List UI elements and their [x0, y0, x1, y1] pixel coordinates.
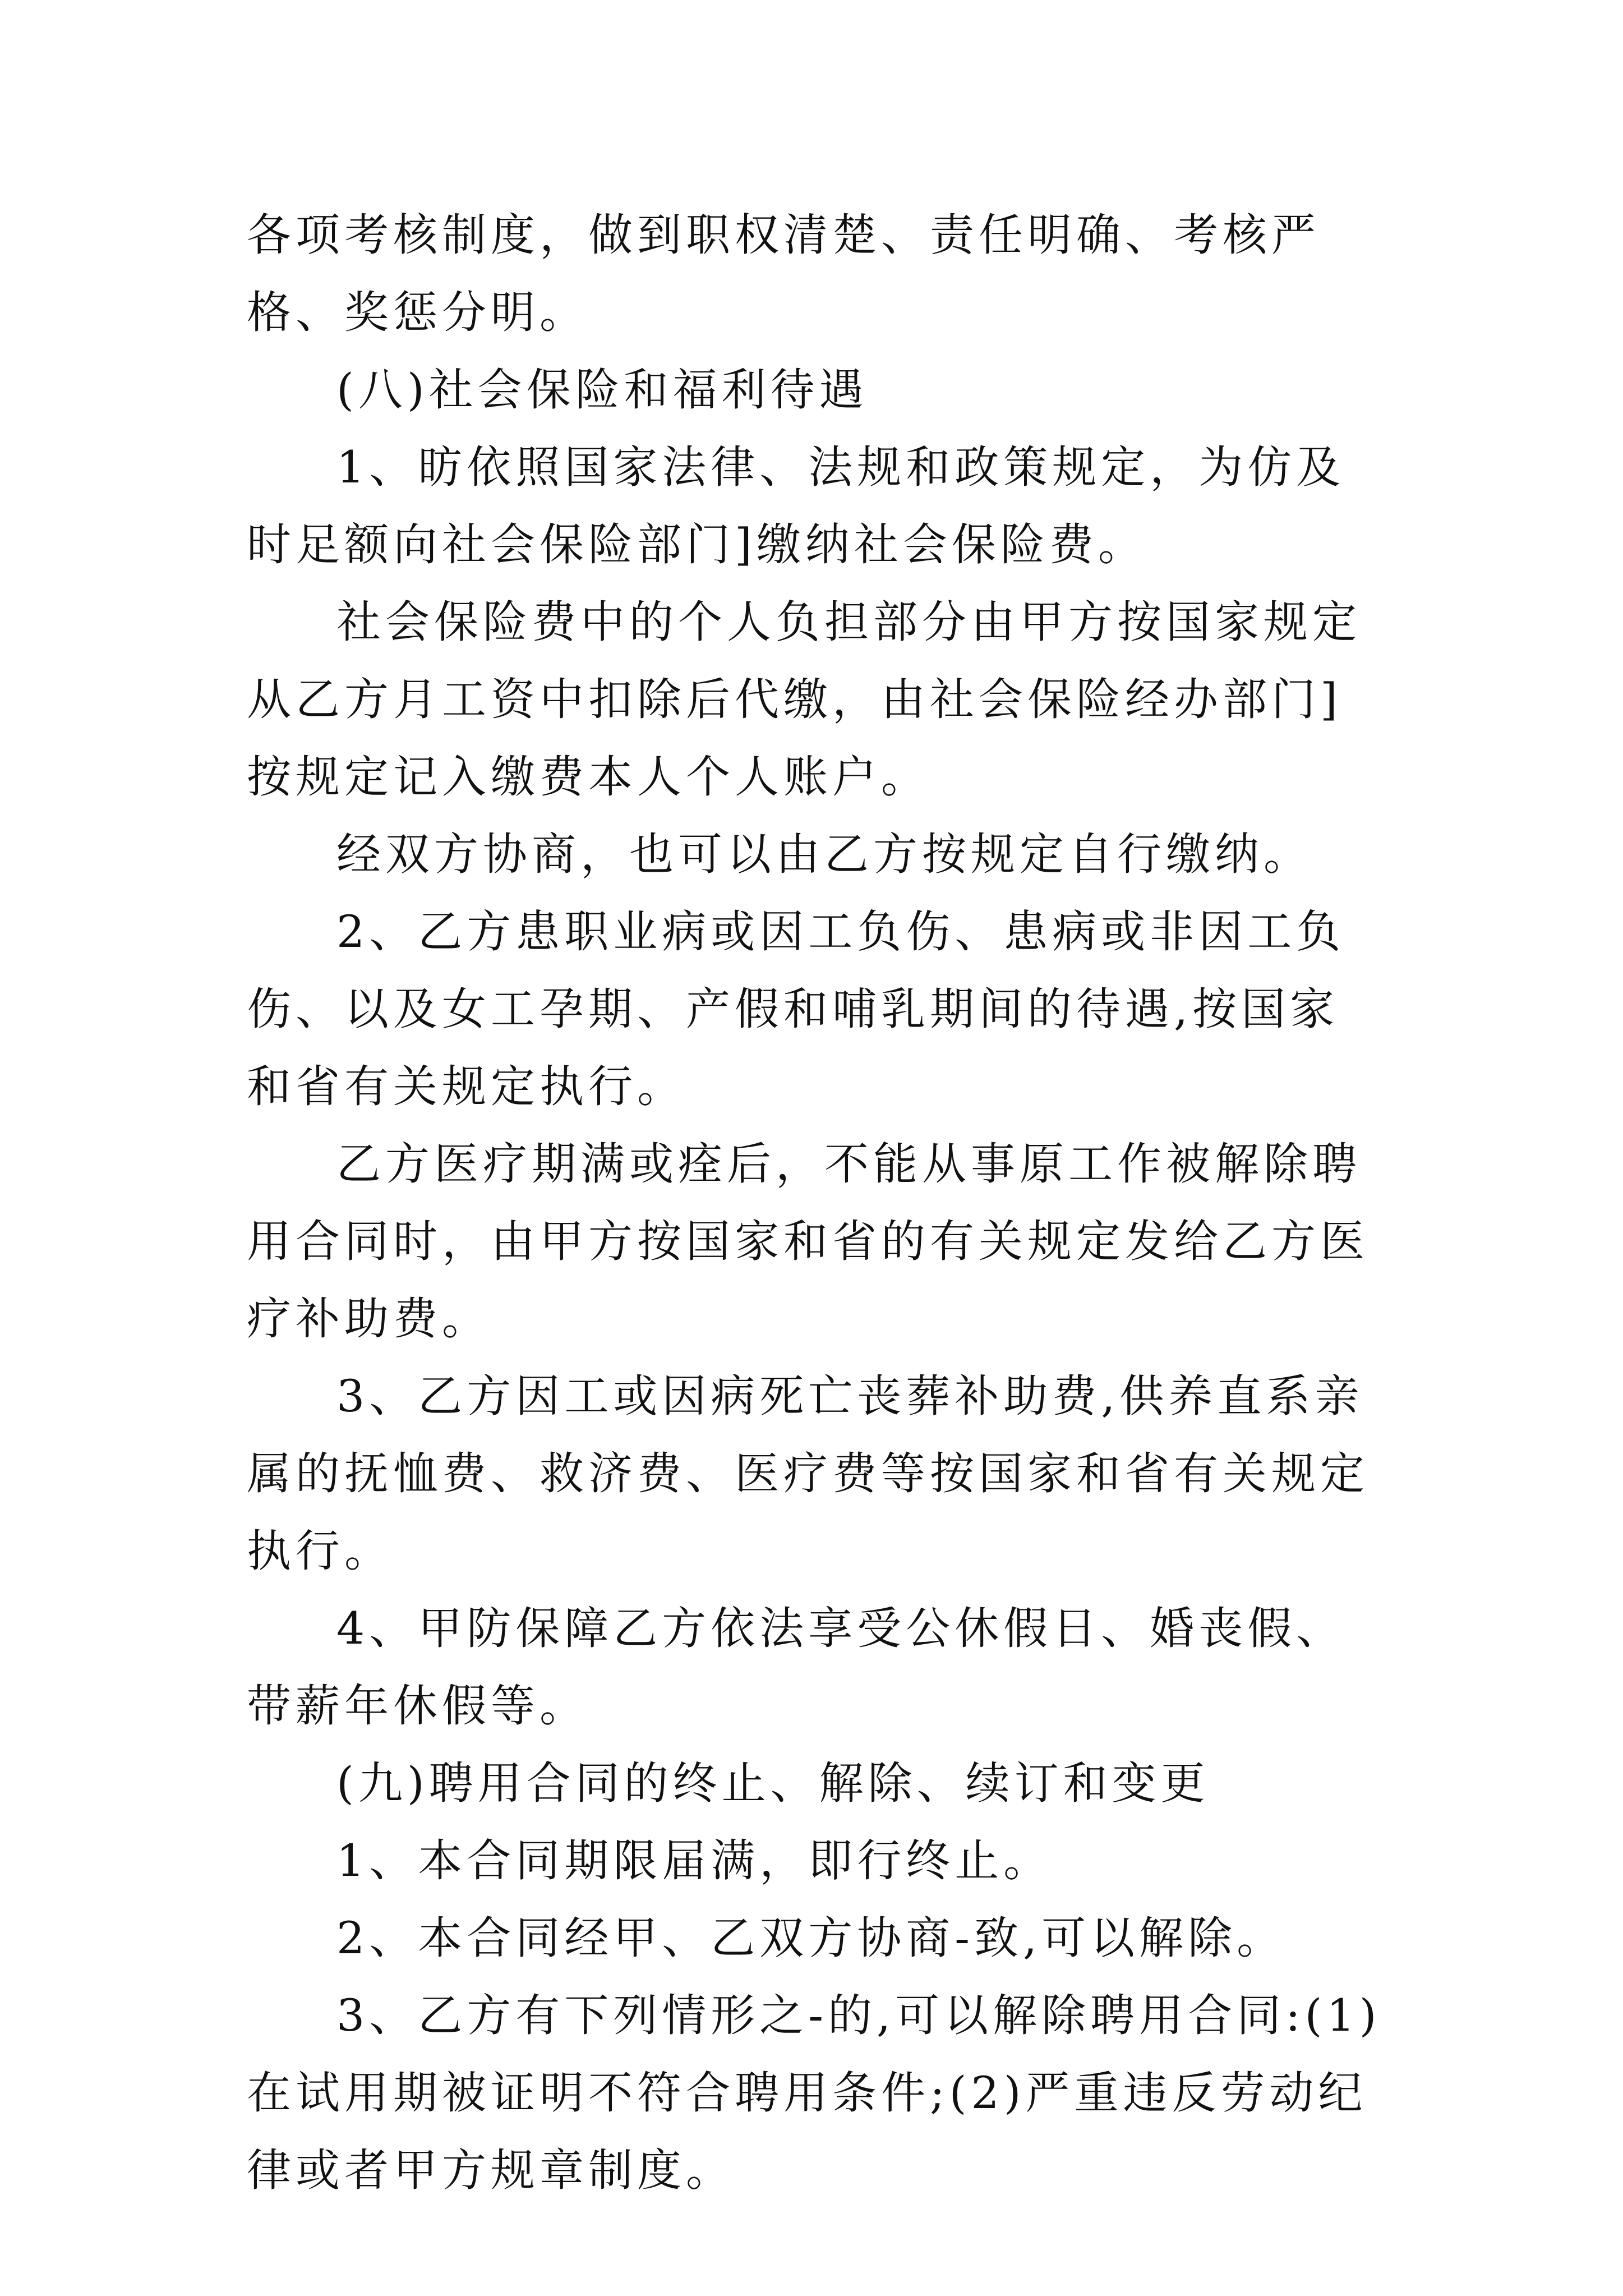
paragraph-self-payment: 经双方协商，也可以由乙方按规定自行缴纳。: [336, 829, 1312, 880]
paragraph-insurance-personal-share: 社会保险费中的个人负担部分由甲方按国家规定从乙方月工资中扣除后代缴，由社会保险经办部门]按规定记入缴费本人个人账户。: [247, 596, 1361, 803]
paragraph-insurance-4: 4、甲防保障乙方依法享受公休假日、婚丧假、带薪年休假等。: [247, 1603, 1345, 1732]
paragraph-insurance-1: 1、昉依照国家法律、法规和政策规定，为仿及时足额向社会保险部门]缴纳社会保险费。: [247, 441, 1345, 570]
section-heading-9: (九)聘用合同的终止、解除、续订和变更: [336, 1757, 1210, 1809]
paragraph-termination-2: 2、本合同经甲、乙双方协商-致,可以解除。: [336, 1912, 1286, 1964]
section-heading-8: (八)社会保险和福利待遇: [336, 364, 868, 416]
document-body: [247, 196, 1385, 2209]
paragraph-insurance-2: 2、乙方患职业病或因工负伤、患病或非因工负伤、以及女工孕期、产假和哺乳期间的待遇,按国家和省有关规定执行。: [247, 906, 1345, 1112]
paragraph-termination-3: 3、乙方有下列情形之-的,可以解除聘用合同:(1)在试用期被证明不符合聘用条件;(2)严重违反劳动纪律或者甲方规章制度。: [247, 1990, 1381, 2196]
paragraph-medical-subsidy: 乙方医疗期满或痊后，不能从事原工作被解除聘用合同时，由甲方按国家和省的有关规定发给乙方医疗补助费。: [247, 1138, 1369, 1345]
paragraph-1: 各项考核制度，做到职权清楚、责任明确、考核严格、奖惩分明。: [247, 209, 1320, 338]
paragraph-insurance-3: 3、乙方因工或因病死亡丧葬补助费,供养直系亲属的抚恤费、救济费、医疗费等按国家和省有关规定执行。: [247, 1370, 1369, 1577]
paragraph-termination-1: 1、本合同期限届满，即行终止。: [336, 1835, 1053, 1887]
